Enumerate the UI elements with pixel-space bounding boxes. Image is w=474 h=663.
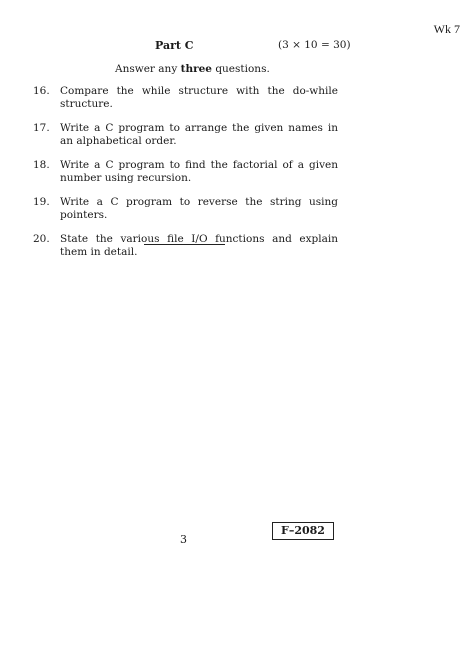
- section-instruction: [115, 63, 270, 75]
- section-title: Part C: [155, 39, 194, 52]
- instruction-suffix: questions.: [211, 63, 270, 75]
- end-divider: [144, 244, 225, 245]
- question-number: 18.: [33, 159, 50, 171]
- question-item: [33, 196, 338, 222]
- question-number: 17.: [33, 122, 50, 134]
- question-number: 20.: [33, 233, 50, 245]
- question-item: [33, 159, 338, 185]
- page-number: 3: [180, 533, 187, 546]
- question-item: [33, 233, 338, 259]
- question-text: Write a C program to arrange the given names in an alphabetical order.: [60, 122, 338, 147]
- paper-code-box: F–2082: [272, 522, 334, 540]
- instruction-emphasis: three: [180, 63, 212, 75]
- question-text: State the various file I/O functions and explain them in detail.: [60, 233, 338, 258]
- question-number: 19.: [33, 196, 50, 208]
- question-text: Write a C program to reverse the string using pointers.: [60, 196, 338, 221]
- question-item: [33, 85, 338, 111]
- question-number: 16.: [33, 85, 50, 97]
- instruction-prefix: Answer any: [115, 63, 181, 75]
- section-marks: (3 × 10 = 30): [278, 39, 351, 51]
- question-item: [33, 122, 338, 148]
- corner-code: Wk 7: [433, 22, 460, 36]
- question-list: [33, 85, 338, 270]
- section-header: [0, 39, 474, 55]
- question-text: Write a C program to find the factorial of a given number using recursion.: [60, 159, 338, 184]
- question-text: Compare the while structure with the do-while structure.: [60, 85, 338, 110]
